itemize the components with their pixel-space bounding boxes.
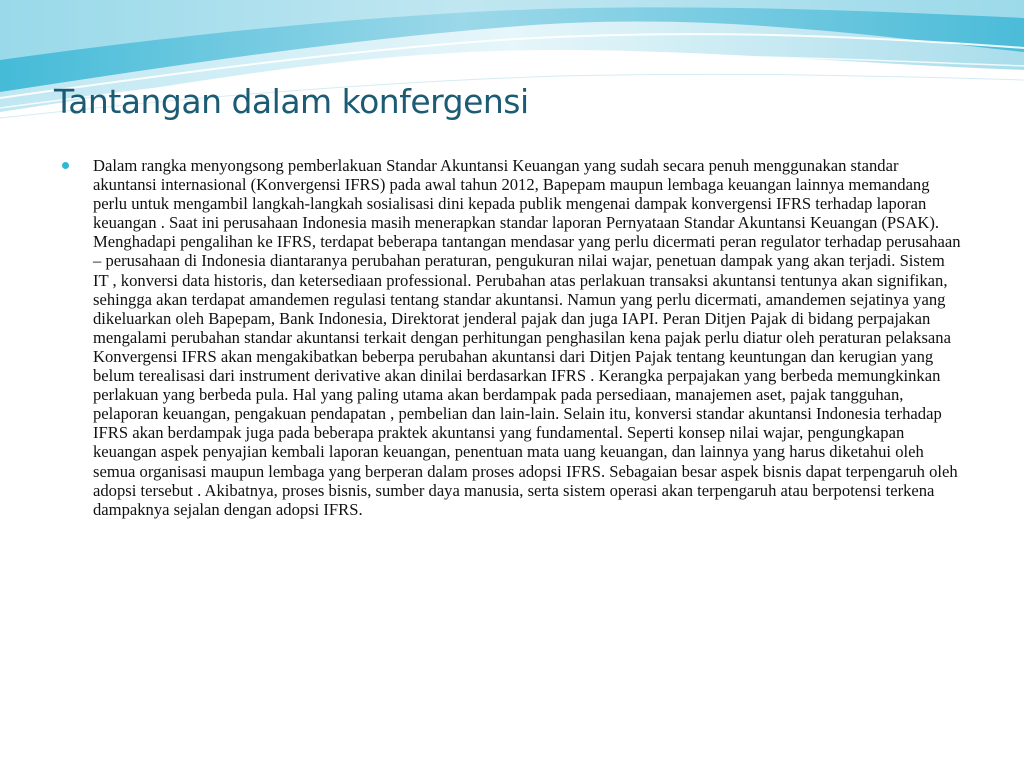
bullet-item: [62, 156, 962, 519]
bullet-dot-icon: [62, 162, 69, 169]
bullet-text: Dalam rangka menyongsong pemberlakuan Standar Akuntansi Keuangan yang sudah secara penuh menggunakan standar akuntansi internasional (Konvergensi IFRS) pada awal tahun 2012, Bapepam maupun lembaga keuangan lainnya memandang perlu untuk mengambil langkah-langkah sosialisasi dini kepada publik mengenai dampak konvergensi IFRS terhadap laporan keuangan . Saat ini perusahaan Indonesia masih menerapkan standar laporan Pernyataan Standar Akuntansi Keuangan (PSAK). Menghadapi pengalihan ke IFRS, terdapat beberapa tantangan mendasar yang perlu dicermati peran regulator terhadap perusahaan – perusahaan di Indonesia diantaranya perubahan peraturan, pengukuran nilai wajar, penetuan dampak yang akan terjadi. Sistem IT , konversi data historis, dan ketersediaan professional. Perubahan atas perlakuan transaksi akuntansi tentunya akan signifikan, sehingga akan terdapat amandemen regulasi tentang standar akuntansi. Namun yang perlu dicermati, amandemen sejatinya yang dikeluarkan oleh Bapepam, Bank Indonesia, Direktorat jenderal pajak dan juga IAPI. Peran Ditjen Pajak di bidang perpajakan mengalami perubahan standar akuntansi terkait dengan perhitungan penghasilan kena pajak perlu diatur oleh peraturan pelaksana Konvergensi IFRS akan mengakibatkan beberpa perubahan akuntansi dari Ditjen Pajak tentang keuntungan dan kerugian yang belum terealisasi dari instrument derivative akan dinilai berdasarkan IFRS . Kerangka perpajakan yang berbeda memungkinkan perlakuan yang berbeda pula. Hal yang paling utama akan berdampak pada persediaan, manajemen aset, pajak tangguhan, pelaporan keuangan, pengakuan pendapatan , pembelian dan lain-lain. Selain itu, konversi standar akuntansi Indonesia terhadap IFRS akan berdampak juga pada beberapa praktek akuntansi yang fundamental. Seperti konsep nilai wajar, pengungkapan keuangan aspek penyajian kembali laporan keuangan, penentuan mata uang keuangan, dan lainnya yang harus diketahui oleh semua organisasi maupun lembaga yang berperan dalam proses adopsi IFRS. Sebagaian besar aspek bisnis dapat terpengaruh oleh adopsi tersebut . Akibatnya, proses bisnis, sumber daya manusia, serta sistem operasi akan terpengaruh atau berpotensi terkena dampaknya sejalan dengan adopsi IFRS.: [93, 156, 961, 519]
slide-title: Tantangan dalam konfergensi: [54, 82, 529, 121]
slide-body: [62, 156, 962, 519]
